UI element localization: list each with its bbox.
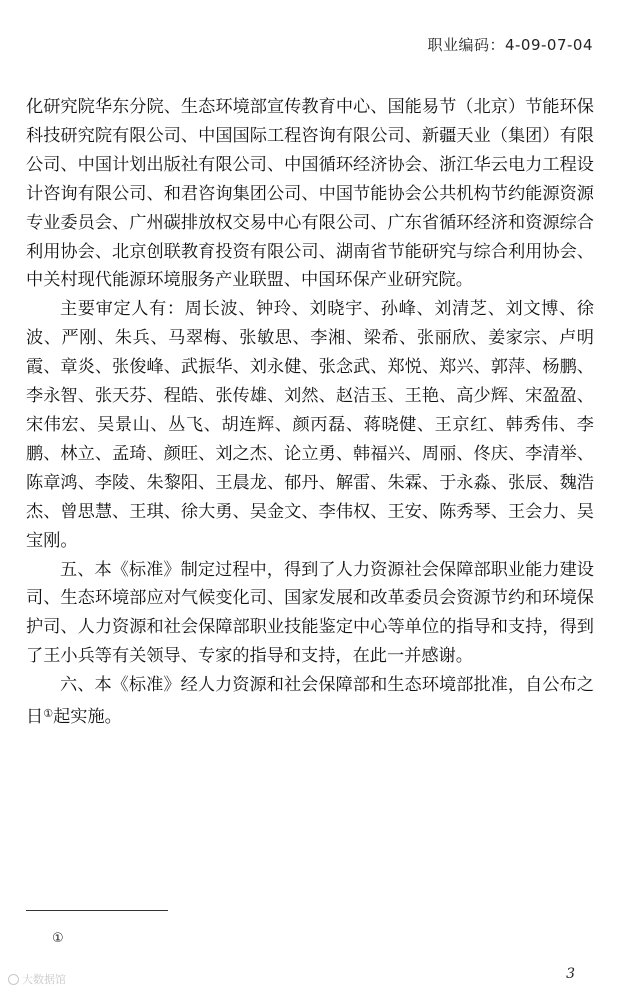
body-text bbox=[26, 93, 594, 732]
watermark-logo-icon bbox=[8, 974, 19, 985]
paragraph-reviewers: 主要审定人有：周长波、钟玲、刘晓宇、孙峰、刘清芝、刘文博、徐波、严刚、朱兵、马翠梅、张敏思、李湘、梁希、张丽欣、姜家宗、卢明霞、章炎、张俊峰、武振华、刘永健、张念武、郑悦、郑兴、郭萍、杨鹏、李永智、张天芬、程皓、张传雄、刘然、赵洁玉、王艳、高少辉、宋盈盈、宋伟宏、吴景山、丛飞、胡连辉、颜丙磊、蒋晓健、王京红、韩秀伟、李鹏、林立、孟琦、颜旺、刘之杰、论立勇、韩福兴、周丽、佟庆、李清举、陈章鸿、李陵、朱黎阳、王晨龙、郁丹、解雷、朱霖、于永淼、张辰、魏浩杰、曾思慧、王琪、徐大勇、吴金文、李伟权、王安、陈秀琴、王会力、吴宝刚。 bbox=[26, 299, 594, 551]
effective-date-text-after: 起实施。 bbox=[53, 707, 122, 728]
watermark-text: 大数据馆 bbox=[22, 973, 66, 986]
occupation-code: 职业编码：4-09-07-04 bbox=[427, 36, 593, 54]
footnote-mark: ① bbox=[52, 931, 64, 946]
paragraph-organizations: 化研究院华东分院、生态环境部宣传教育中心、国能易节（北京）节能环保科技研究院有限公司、中国国际工程咨询有限公司、新疆天业（集团）有限公司、中国计划出版社有限公司、中国循环经济协会、浙江华云电力工程设计咨询有限公司、和君咨询集团公司、中国节能协会公共机构节约能源资源专业委员会、广州碳排放权交易中心有限公司、广东省循环经济和资源综合利用协会、北京创联教育投资有限公司、湖南省节能研究与综合利用协会、中关村现代能源环境服务产业联盟、中国环保产业研究院。 bbox=[26, 97, 594, 291]
effective-date-text-before: 六、本《标准》经人力资源和社会保障部和生态环境部批准，自公布之日 bbox=[26, 675, 594, 728]
page-number: 3 bbox=[566, 966, 575, 982]
paragraph-acknowledgements: 五、本《标准》制定过程中，得到了人力资源社会保障部职业能力建设司、生态环境部应对气候变化司、国家发展和改革委员会资源节约和环境保护司、人力资源和社会保障部职业技能鉴定中心等单位的指导和支持，得到了王小兵等有关领导、专家的指导和支持，在此一并感谢。 bbox=[26, 559, 594, 667]
footnote-divider bbox=[26, 910, 168, 911]
watermark bbox=[8, 971, 66, 987]
paragraph-effective-date bbox=[26, 671, 594, 732]
footnote-reference[interactable]: ① bbox=[43, 707, 54, 721]
